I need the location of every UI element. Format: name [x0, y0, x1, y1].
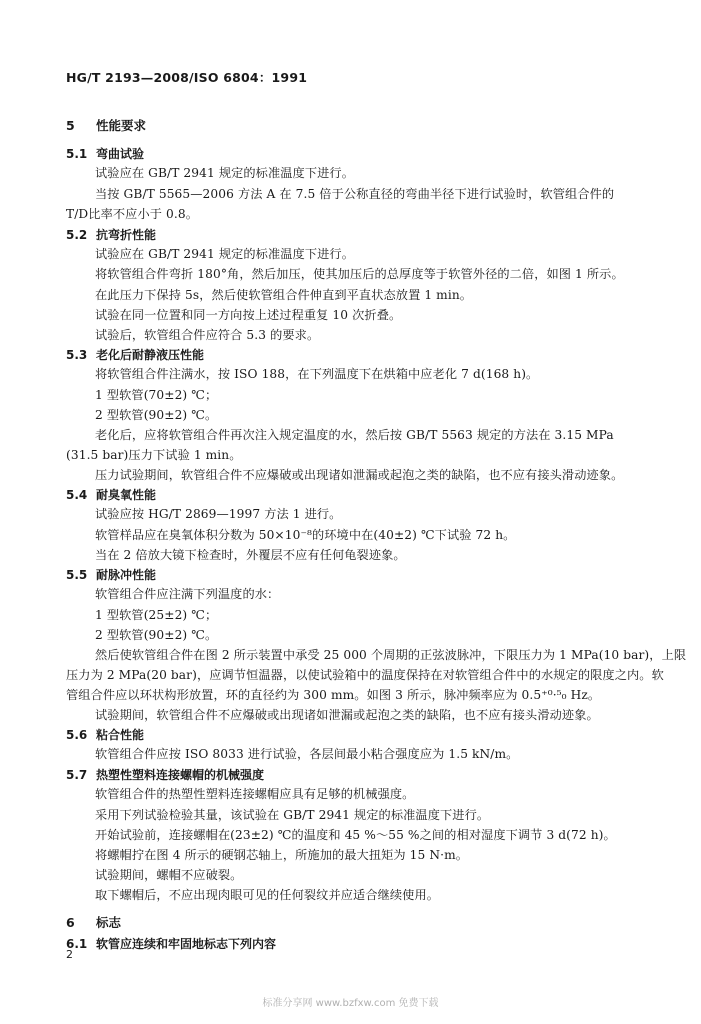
- section-number: 5: [66, 118, 75, 133]
- section-title: 标志: [96, 915, 122, 930]
- section-5-1-heading: [66, 145, 144, 162]
- paragraph-line: 试验应在 GB/T 2941 规定的标准温度下进行。: [95, 247, 354, 261]
- paragraph-line: 压力为 2 MPa(20 bar)，应调节恒温器，以使试验箱中的温度保持在对软管组合件中的水规定的限度之内。软: [66, 668, 664, 682]
- paragraph-line: 软管样品应在臭氧体积分数为 50×10⁻⁸的环境中在(40±2) ℃下试验 72 h。: [95, 528, 516, 542]
- paragraph-line: 软管组合件应注满下列温度的水：: [95, 587, 280, 601]
- standard-number-header: HG/T 2193—2008/ISO 6804：1991: [66, 70, 308, 85]
- paragraph-line: 试验期间，软管组合件不应爆破或出现诸如泄漏或起泡之类的缺陷，也不应有接头滑动迹象。: [95, 708, 599, 722]
- section-number: 5.7: [66, 768, 88, 782]
- section-number: 5.5: [66, 568, 88, 582]
- paragraph-line: 然后使软管组合件在图 2 所示装置中承受 25 000 个周期的正弦波脉冲，下限压力为 1 MPa(10 bar)，上限: [95, 648, 687, 662]
- section-number: 5.3: [66, 348, 88, 362]
- section-title: 耐脉冲性能: [96, 568, 157, 582]
- section-number: 5.1: [66, 147, 88, 161]
- section-title: 粘合性能: [96, 728, 145, 742]
- section-5-7-heading: [66, 766, 264, 783]
- page-number: 2: [66, 948, 73, 961]
- paragraph-line: (31.5 bar)压力下试验 1 min。: [66, 448, 242, 462]
- section-number: 5.4: [66, 488, 88, 502]
- paragraph-line: 将软管组合件注满水，按 ISO 188，在下列温度下在烘箱中应老化 7 d(168 h)。: [95, 367, 539, 381]
- section-number: 6: [66, 915, 75, 930]
- watermark-text: 标准分享网 www.bzfxw.com 免费下载: [262, 998, 439, 1009]
- section-5-4-heading: [66, 486, 156, 503]
- paragraph-line: T/D比率不应小于 0.8。: [66, 207, 198, 221]
- paragraph-line: 试验后，软管组合件应符合 5.3 的要求。: [95, 328, 320, 342]
- paragraph-line: 管组合件应以环状构形放置，环的直径约为 300 mm。如图 3 所示，脉冲频率应为 0.5⁺⁰·⁵₀ Hz。: [66, 688, 601, 702]
- paragraph-line: 试验应按 HG/T 2869—1997 方法 1 进行。: [95, 507, 342, 521]
- section-number: 5.2: [66, 228, 88, 242]
- paragraph-line: 试验期间，螺帽不应破裂。: [95, 868, 243, 882]
- section-5-5-heading: [66, 566, 156, 583]
- section-5-3-heading: [66, 346, 204, 363]
- paragraph-line: 软管组合件应按 ISO 8033 进行试验，各层间最小粘合强度应为 1.5 kN/m。: [95, 747, 519, 761]
- section-title: 热塑性塑料连接螺帽的机械强度: [96, 768, 265, 782]
- section-title: 抗弯折性能: [96, 228, 157, 242]
- paragraph-line: 压力试验期间，软管组合件不应爆破或出现诸如泄漏或起泡之类的缺陷，也不应有接头滑动迹象。: [95, 468, 624, 482]
- paragraph-line: 将螺帽拧在图 4 所示的硬钢芯轴上，所施加的最大扭矩为 15 N·m。: [95, 848, 469, 862]
- paragraph-line: 老化后，应将软管组合件再次注入规定温度的水，然后按 GB/T 5563 规定的方法在 3.15 MPa: [95, 428, 614, 442]
- section-title: 软管应连续和牢固地标志下列内容: [96, 937, 277, 951]
- section-title: 弯曲试验: [96, 147, 145, 161]
- paragraph-line: 2 型软管(90±2) ℃。: [95, 628, 218, 642]
- paragraph-line: 采用下列试验检验其量，该试验在 GB/T 2941 规定的标准温度下进行。: [95, 808, 490, 822]
- section-6-1-heading: [66, 935, 276, 952]
- paragraph-line: 试验在同一位置和同一方向按上述过程重复 10 次折叠。: [95, 308, 402, 322]
- paragraph-line: 在此压力下保持 5s，然后使软管组合件伸直到平直状态放置 1 min。: [95, 288, 473, 302]
- section-title: 老化后耐静液压性能: [96, 348, 205, 362]
- section-number: 5.6: [66, 728, 88, 742]
- paragraph-line: 当按 GB/T 5565—2006 方法 A 在 7.5 倍于公称直径的弯曲半径下进行试验时，软管组合件的: [95, 187, 615, 201]
- paragraph-line: 1 型软管(25±2) ℃；: [95, 608, 218, 622]
- section-6-heading: [66, 913, 121, 931]
- paragraph-line: 2 型软管(90±2) ℃。: [95, 408, 218, 422]
- section-title: 性能要求: [96, 118, 147, 133]
- paragraph-line: 1 型软管(70±2) ℃；: [95, 388, 218, 402]
- paragraph-line: 开始试验前，连接螺帽在(23±2) ℃的温度和 45 %～55 %之间的相对湿度下调节 3 d(72 h)。: [95, 828, 616, 842]
- section-title: 耐臭氧性能: [96, 488, 157, 502]
- paragraph-line: 将软管组合件弯折 180°角，然后加压，使其加压后的总厚度等于软管外径的二倍，如图 1 所示。: [95, 267, 624, 281]
- section-5-heading: [66, 116, 146, 134]
- paragraph-line: 试验应在 GB/T 2941 规定的标准温度下进行。: [95, 166, 354, 180]
- section-5-6-heading: [66, 726, 144, 743]
- paragraph-line: 当在 2 倍放大镜下检查时，外覆层不应有任何龟裂迹象。: [95, 548, 406, 562]
- paragraph-line: 软管组合件的热塑性塑料连接螺帽应具有足够的机械强度。: [95, 787, 415, 801]
- paragraph-line: 取下螺帽后，不应出现肉眼可见的任何裂纹并应适合继续使用。: [95, 888, 440, 902]
- section-number: 6.1: [66, 937, 88, 951]
- section-5-2-heading: [66, 226, 156, 243]
